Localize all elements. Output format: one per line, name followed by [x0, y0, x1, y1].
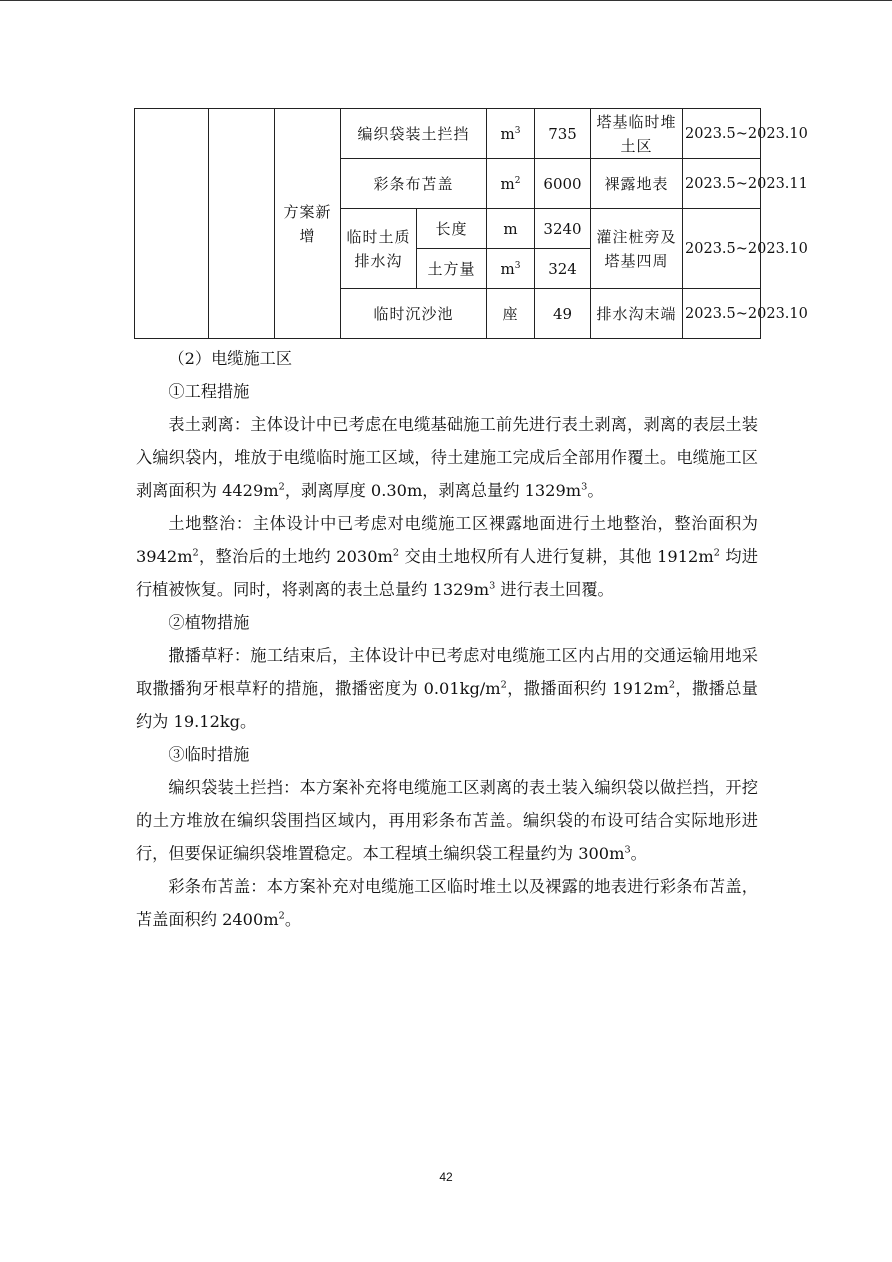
period: 2023.5~2023.10 [683, 209, 761, 289]
paragraph-land-rehabilitation [136, 507, 758, 606]
unit-superscript: 2 [514, 175, 521, 186]
empty-cell [209, 109, 275, 339]
section-heading: （2）电缆施工区 [168, 349, 293, 368]
location: 灌注桩旁及塔基四周 [591, 209, 683, 289]
measure-name: 编织袋装土拦挡 [341, 109, 487, 159]
superscript: 3 [581, 481, 588, 493]
location: 塔基临时堆土区 [591, 109, 683, 159]
quantity: 735 [535, 109, 591, 159]
unit-text: m [500, 124, 515, 143]
text-run: 。 [630, 844, 647, 863]
superscript: 2 [500, 679, 507, 691]
subsection-heading-temporary: ③临时措施 [168, 745, 250, 764]
text-run: 均进行植被恢复。同时，将剥离的表土总量约 1329m [136, 547, 758, 599]
text-run: 。 [284, 910, 302, 929]
unit-superscript: 3 [514, 260, 521, 271]
subsection-heading-vegetation: ②植物措施 [168, 613, 250, 632]
superscript: 2 [192, 547, 199, 559]
superscript: 2 [713, 547, 720, 559]
table-row [135, 109, 761, 159]
paragraph-topsoil-stripping [136, 408, 758, 507]
paragraph-bag-barrier [136, 771, 758, 870]
text-run: 撒播草籽：施工结束后，主体设计中已考虑对电缆施工区内占用的交通运输用地采取撒播狗牙根草籽的措施，撒播密度为 0.01kg/m [136, 646, 758, 698]
text-run: 。 [587, 481, 604, 500]
location: 排水沟末端 [591, 289, 683, 339]
subsection-heading-engineering: ①工程措施 [168, 382, 250, 401]
quantity: 3240 [535, 209, 591, 249]
measures-table [134, 108, 808, 339]
unit-superscript: 3 [514, 125, 521, 136]
group-label: 方案新增 [275, 109, 341, 339]
quantity: 324 [535, 249, 591, 289]
superscript: 3 [624, 844, 631, 856]
superscript: 2 [668, 679, 676, 691]
period: 2023.5~2023.10 [683, 289, 761, 339]
text-run: 交由土地权所有人进行复耕，其他 1912m [399, 547, 714, 566]
superscript: 2 [392, 547, 400, 559]
paragraph-tarp-cover [136, 870, 758, 936]
empty-cell [135, 109, 209, 339]
page-top-rule [0, 0, 892, 1]
text-run: ，整治后的土地约 2030m [198, 547, 393, 566]
text-run: 彩条布苫盖：本方案补充对电缆施工区临时堆土以及裸露的地表进行彩条布苫盖，苫盖面积约 2400m [136, 877, 758, 929]
text-run: ，撒播面积约 1912m [506, 679, 669, 698]
unit [487, 159, 535, 209]
superscript: 2 [278, 481, 285, 493]
text-run: 表土剥离：主体设计中已考虑在电缆基础施工前先进行表土剥离，剥离的表层土装入编织袋内，堆放于电缆临时施工区域，待土建施工完成后全部用作覆土。电缆施工区剥离面积为 4429m [136, 415, 758, 500]
location: 裸露地表 [591, 159, 683, 209]
unit [487, 249, 535, 289]
unit: 座 [487, 289, 535, 339]
body-text [136, 342, 758, 936]
period: 2023.5~2023.10 [683, 109, 761, 159]
superscript: 2 [278, 910, 285, 922]
quantity: 49 [535, 289, 591, 339]
sub-item: 土方量 [417, 249, 487, 289]
text-run: ，撒播总量约为 19.12kg。 [136, 679, 758, 731]
unit-text: m [500, 259, 515, 278]
unit [487, 109, 535, 159]
period: 2023.5~2023.11 [683, 159, 761, 209]
measure-name: 临时土质排水沟 [341, 209, 417, 289]
text-run: 进行表土回覆。 [495, 580, 614, 599]
superscript: 3 [489, 580, 496, 592]
text-run: 土地整治：主体设计中已考虑对电缆施工区裸露地面进行土地整治，整治面积为 3942m [136, 514, 758, 566]
sub-item: 长度 [417, 209, 487, 249]
unit-text: m [500, 174, 515, 193]
measure-name: 彩条布苫盖 [341, 159, 487, 209]
unit: m [487, 209, 535, 249]
page-number: 42 [439, 1170, 453, 1184]
paragraph-grass-seeding [136, 639, 758, 738]
text-run: ，剥离厚度 0.30m，剥离总量约 1329m [284, 481, 582, 500]
text-run: 编织袋装土拦挡：本方案补充将电缆施工区剥离的表土装入编织袋以做拦挡，开挖的土方堆放在编织袋围挡区域内，再用彩条布苫盖。编织袋的布设可结合实际地形进行，但要保证编织袋堆置稳定。本工程填土编织袋工程量约为 300m [136, 778, 758, 863]
quantity: 6000 [535, 159, 591, 209]
measure-name: 临时沉沙池 [341, 289, 487, 339]
